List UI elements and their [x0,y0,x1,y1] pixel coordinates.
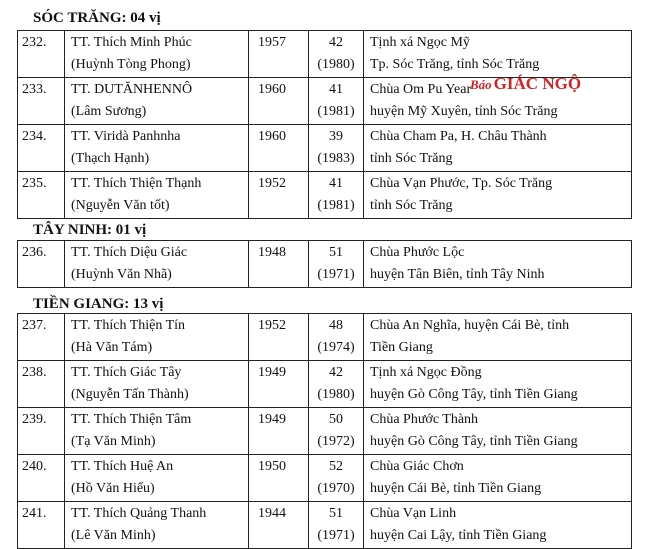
row-number: 241. [22,506,47,521]
table-tay-ninh [17,240,632,288]
birth-year: 1957 [258,35,286,50]
age-cell [309,125,364,172]
lay-name: (Tạ Văn Minh) [71,434,156,449]
birth-year: 1949 [258,412,286,427]
place-line-1: Chùa Om Pu Year [370,82,472,97]
section-title-tay-ninh: TÂY NINH: 01 vị [33,222,147,238]
place-cell [364,241,632,288]
birth-year: 1944 [258,506,286,521]
table-row [18,361,632,408]
place-line-2: Tiền Giang [370,340,433,355]
lay-name: (Thạch Hạnh) [71,151,150,166]
dharma-name: TT. Thích Huệ An [71,459,174,474]
dharma-name: TT. DUTĂNHENNÔ [71,82,193,97]
age-value: 51 [329,245,343,260]
age-value: 41 [329,176,343,191]
dharma-name: TT. Thích Thiện Tín [71,318,186,333]
age-cell [309,361,364,408]
age-value: 42 [329,35,343,50]
place-line-1: Chùa Phước Thành [370,412,479,427]
name-cell [65,125,249,172]
place-cell [364,502,632,549]
ordination-year: (1974) [317,340,355,355]
name-cell [65,78,249,125]
row-number-cell [18,361,65,408]
name-cell [65,361,249,408]
lay-name: (Hà Văn Tám) [71,340,153,355]
age-value: 48 [329,318,343,333]
lay-name: (Lâm Sương) [71,104,147,119]
age-cell [309,241,364,288]
dharma-name: TT. Thích Thiện Thạnh [71,176,202,191]
lay-name: (Nguyễn Tấn Thành) [71,387,189,402]
row-number: 232. [22,35,47,50]
row-number: 236. [22,245,47,260]
row-number-cell [18,241,65,288]
place-line-1: Chùa Vạn Phước, Tp. Sóc Trăng [370,176,553,191]
table-soc-trang [17,30,632,219]
birth-year-cell [249,314,309,361]
age-value: 39 [329,129,343,144]
birth-year: 1952 [258,318,286,333]
birth-year-cell [249,361,309,408]
ordination-year: (1980) [317,387,355,402]
row-number-cell [18,125,65,172]
age-cell [309,172,364,219]
birth-year-cell [249,172,309,219]
ordination-year: (1980) [317,57,355,72]
place-cell [364,125,632,172]
name-cell [65,241,249,288]
ordination-year: (1981) [317,104,355,119]
ordination-year: (1983) [317,151,355,166]
ordination-year: (1971) [317,528,355,543]
watermark-name: GIÁC NGỘ [493,74,582,93]
age-cell [309,314,364,361]
birth-year: 1960 [258,129,286,144]
row-number-cell [18,314,65,361]
row-number: 238. [22,365,47,380]
place-line-1: Chùa An Nghĩa, huyện Cái Bè, tỉnh [370,318,570,333]
lay-name: (Hồ Văn Hiếu) [71,481,155,496]
place-line-2: tỉnh Sóc Trăng [370,151,453,166]
name-cell [65,408,249,455]
row-number: 240. [22,459,47,474]
birth-year-cell [249,502,309,549]
place-line-2: huyện Mỹ Xuyên, tỉnh Sóc Trăng [370,104,558,119]
name-cell [65,31,249,78]
place-line-2: huyện Gò Công Tây, tỉnh Tiền Giang [370,387,578,402]
table-row [18,314,632,361]
name-cell [65,172,249,219]
age-value: 50 [329,412,343,427]
place-line-2: tỉnh Sóc Trăng [370,198,453,213]
birth-year-cell [249,78,309,125]
age-value: 51 [329,506,343,521]
row-number: 237. [22,318,47,333]
age-value: 52 [329,459,343,474]
birth-year-cell [249,31,309,78]
name-cell [65,502,249,549]
giac-ngo-logo-watermark [470,74,581,94]
place-line-2: huyện Cái Bè, tỉnh Tiền Giang [370,481,542,496]
row-number-cell [18,172,65,219]
watermark-prefix: Báo [470,77,492,92]
table-row [18,125,632,172]
table-tien-giang [17,313,632,549]
section-title-tien-giang: TIỀN GIANG: 13 vị [33,296,164,312]
lay-name: (Huỳnh Tòng Phong) [71,57,191,72]
dharma-name: TT. Thích Minh Phúc [71,35,192,50]
birth-year: 1952 [258,176,286,191]
birth-year: 1950 [258,459,286,474]
section-title-soc-trang: SÓC TRĂNG: 04 vị [33,10,161,26]
table-row [18,31,632,78]
place-line-2: huyện Gò Công Tây, tỉnh Tiền Giang [370,434,578,449]
ordination-year: (1972) [317,434,355,449]
table-row [18,172,632,219]
age-value: 41 [329,82,343,97]
place-line-1: Tịnh xá Ngọc Đồng [370,365,482,380]
age-cell [309,455,364,502]
ordination-year: (1971) [317,267,355,282]
table-row [18,502,632,549]
age-cell [309,408,364,455]
table-row [18,408,632,455]
row-number-cell [18,31,65,78]
age-cell [309,78,364,125]
age-cell [309,502,364,549]
place-line-1: Chùa Cham Pa, H. Châu Thành [370,129,547,144]
row-number: 235. [22,176,47,191]
place-line-2: huyện Tân Biên, tỉnh Tây Ninh [370,267,545,282]
place-line-2: Tp. Sóc Trăng, tỉnh Sóc Trăng [370,57,540,72]
dharma-name: TT. Thích Diệu Giác [71,245,188,260]
age-cell [309,31,364,78]
birth-year: 1948 [258,245,286,260]
place-line-1: Chùa Phước Lộc [370,245,465,260]
row-number-cell [18,408,65,455]
lay-name: (Nguyễn Văn tốt) [71,198,170,213]
place-cell [364,361,632,408]
birth-year: 1949 [258,365,286,380]
row-number-cell [18,78,65,125]
birth-year-cell [249,241,309,288]
dharma-name: TT. Thích Thiện Tâm [71,412,192,427]
row-number: 234. [22,129,47,144]
row-number: 233. [22,82,47,97]
place-line-1: Chùa Giác Chơn [370,459,464,474]
table-row [18,455,632,502]
place-cell [364,408,632,455]
place-cell [364,31,632,78]
row-number-cell [18,455,65,502]
dharma-name: TT. Thích Giác Tây [71,365,182,380]
place-cell [364,314,632,361]
place-cell [364,172,632,219]
birth-year-cell [249,455,309,502]
place-line-2: huyện Cai Lậy, tỉnh Tiền Giang [370,528,547,543]
lay-name: (Lê Văn Minh) [71,528,156,543]
birth-year: 1960 [258,82,286,97]
lay-name: (Huỳnh Văn Nhã) [71,267,172,282]
name-cell [65,455,249,502]
ordination-year: (1970) [317,481,355,496]
name-cell [65,314,249,361]
birth-year-cell [249,125,309,172]
row-number-cell [18,502,65,549]
place-cell [364,455,632,502]
age-value: 42 [329,365,343,380]
dharma-name: TT. Viridà Panhnha [71,129,181,144]
row-number: 239. [22,412,47,427]
place-line-1: Chùa Vạn Linh [370,506,457,521]
table-row [18,241,632,288]
dharma-name: TT. Thích Quảng Thanh [71,506,207,521]
birth-year-cell [249,408,309,455]
place-line-1: Tịnh xá Ngọc Mỹ [370,35,470,50]
ordination-year: (1981) [317,198,355,213]
